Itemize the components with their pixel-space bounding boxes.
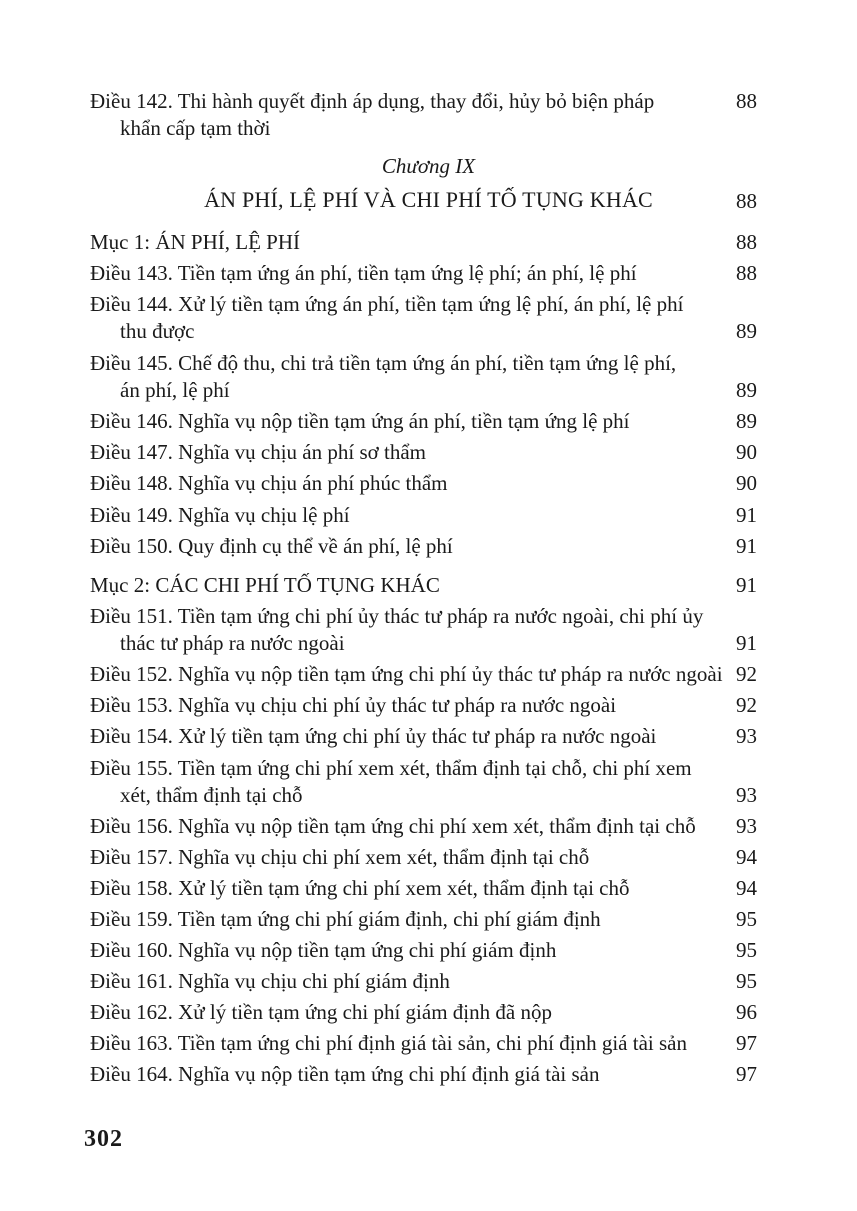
toc-entry-146: Điều 146. Nghĩa vụ nộp tiền tạm ứng án phí, tiền tạm ứng lệ phí [90, 409, 630, 433]
section-2-title: Mục 2: CÁC CHI PHÍ TỐ TỤNG KHÁC [90, 573, 440, 597]
toc-entry-148: Điều 148. Nghĩa vụ chịu án phí phúc thẩm [90, 471, 448, 495]
toc-entry-163: Điều 163. Tiền tạm ứng chi phí định giá tài sản, chi phí định giá tài sản [90, 1031, 687, 1055]
toc-entry-151-cont: thác tư pháp ra nước ngoài [120, 631, 345, 655]
toc-page-143: 88 [736, 261, 757, 285]
toc-page-144: 89 [736, 319, 757, 343]
toc-page-150: 91 [736, 534, 757, 558]
toc-entry-158: Điều 158. Xử lý tiền tạm ứng chi phí xem xét, thẩm định tại chỗ [90, 876, 630, 900]
toc-page-147: 90 [736, 440, 757, 464]
toc-entry-142-cont: khẩn cấp tạm thời [120, 116, 271, 140]
toc-page-153: 92 [736, 693, 757, 717]
section-1-page: 88 [736, 230, 757, 254]
toc-entry-144-cont: thu được [120, 319, 195, 343]
toc-entry-157: Điều 157. Nghĩa vụ chịu chi phí xem xét, thẩm định tại chỗ [90, 845, 590, 869]
toc-page-161: 95 [736, 969, 757, 993]
toc-entry-159: Điều 159. Tiền tạm ứng chi phí giám định, chi phí giám định [90, 907, 601, 931]
toc-entry-147: Điều 147. Nghĩa vụ chịu án phí sơ thẩm [90, 440, 426, 464]
toc-page-146: 89 [736, 409, 757, 433]
toc-page-151: 91 [736, 631, 757, 655]
toc-entry-150: Điều 150. Quy định cụ thể về án phí, lệ phí [90, 534, 453, 558]
toc-entry-153: Điều 153. Nghĩa vụ chịu chi phí ủy thác tư pháp ra nước ngoài [90, 693, 617, 717]
toc-entry-145-cont: án phí, lệ phí [120, 378, 230, 402]
page-number: 302 [84, 1126, 123, 1152]
toc-entry-149: Điều 149. Nghĩa vụ chịu lệ phí [90, 503, 350, 527]
toc-page-157: 94 [736, 845, 757, 869]
toc-page-149: 91 [736, 503, 757, 527]
toc-entry-142: Điều 142. Thi hành quyết định áp dụng, thay đổi, hủy bỏ biện pháp [90, 89, 655, 113]
toc-page-155: 93 [736, 783, 757, 807]
toc-page-159: 95 [736, 907, 757, 931]
toc-page-158: 94 [736, 876, 757, 900]
toc-page-164: 97 [736, 1062, 757, 1086]
toc-page-160: 95 [736, 938, 757, 962]
toc-entry-155: Điều 155. Tiền tạm ứng chi phí xem xét, thẩm định tại chỗ, chi phí xem [90, 756, 692, 780]
toc-page-148: 90 [736, 471, 757, 495]
toc-entry-152: Điều 152. Nghĩa vụ nộp tiền tạm ứng chi phí ủy thác tư pháp ra nước ngoài [90, 662, 723, 686]
chapter-title: ÁN PHÍ, LỆ PHÍ VÀ CHI PHÍ TỐ TỤNG KHÁC [204, 187, 653, 212]
toc-entry-143: Điều 143. Tiền tạm ứng án phí, tiền tạm ứng lệ phí; án phí, lệ phí [90, 261, 637, 285]
toc-entry-164: Điều 164. Nghĩa vụ nộp tiền tạm ứng chi phí định giá tài sản [90, 1062, 600, 1086]
toc-entry-160: Điều 160. Nghĩa vụ nộp tiền tạm ứng chi phí giám định [90, 938, 557, 962]
toc-entry-161: Điều 161. Nghĩa vụ chịu chi phí giám định [90, 969, 450, 993]
toc-page-162: 96 [736, 1000, 757, 1024]
chapter-label: Chương IX [381, 154, 476, 178]
toc-page-156: 93 [736, 814, 757, 838]
section-1-title: Mục 1: ÁN PHÍ, LỆ PHÍ [90, 230, 300, 254]
chapter-page: 88 [736, 189, 757, 213]
toc-entry-156: Điều 156. Nghĩa vụ nộp tiền tạm ứng chi phí xem xét, thẩm định tại chỗ [90, 814, 696, 838]
toc-entry-155-cont: xét, thẩm định tại chỗ [120, 783, 303, 807]
toc-page-142: 88 [736, 89, 757, 113]
toc-page-154: 93 [736, 724, 757, 748]
section-2-page: 91 [736, 573, 757, 597]
toc-entry-154: Điều 154. Xử lý tiền tạm ứng chi phí ủy thác tư pháp ra nước ngoài [90, 724, 657, 748]
toc-entry-144: Điều 144. Xử lý tiền tạm ứng án phí, tiền tạm ứng lệ phí, án phí, lệ phí [90, 292, 684, 316]
toc-entry-151: Điều 151. Tiền tạm ứng chi phí ủy thác tư pháp ra nước ngoài, chi phí ủy [90, 604, 704, 628]
toc-page-163: 97 [736, 1031, 757, 1055]
toc-entry-162: Điều 162. Xử lý tiền tạm ứng chi phí giám định đã nộp [90, 1000, 552, 1024]
toc-entry-145: Điều 145. Chế độ thu, chi trả tiền tạm ứng án phí, tiền tạm ứng lệ phí, [90, 351, 677, 375]
toc-page-145: 89 [736, 378, 757, 402]
toc-page-152: 92 [736, 662, 757, 686]
